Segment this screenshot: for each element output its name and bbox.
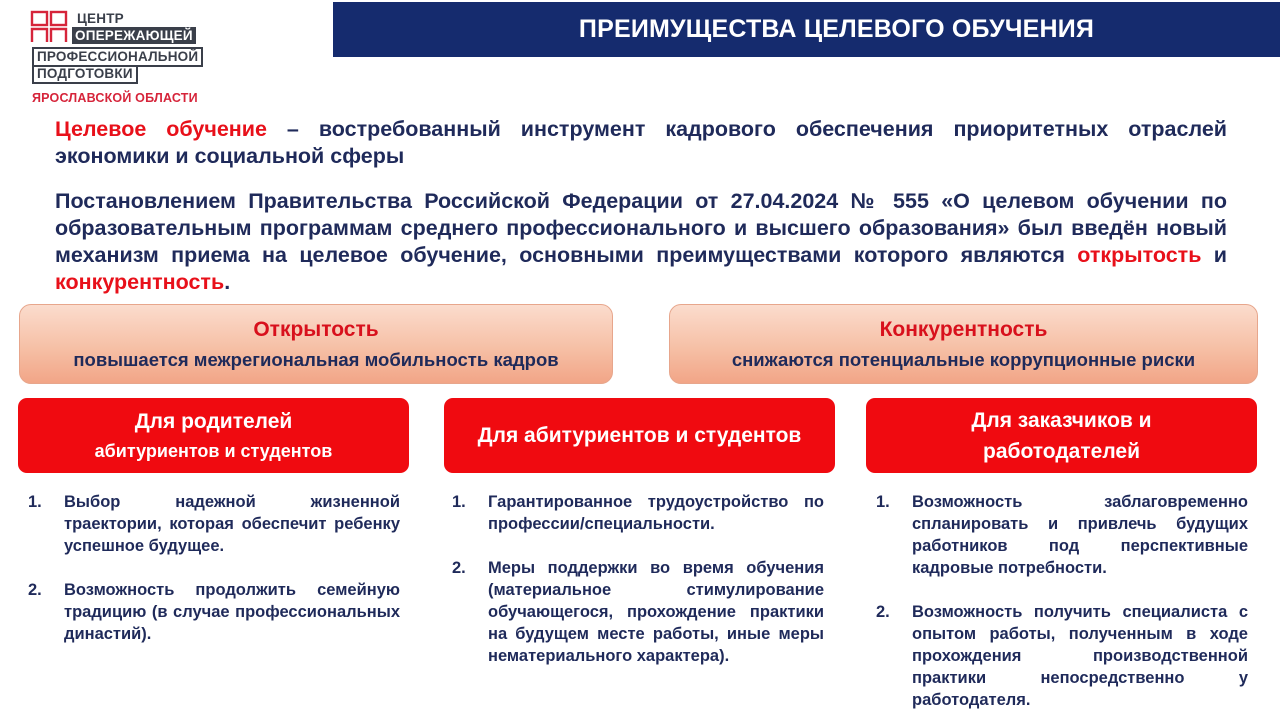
logo-text-line1: ЦЕНТР bbox=[77, 11, 124, 26]
list-item bbox=[28, 491, 400, 557]
list-applicants bbox=[452, 491, 824, 667]
logo-text-line3: ПРОФЕССИОНАЛЬНОЙ bbox=[32, 47, 203, 67]
list-item-number: 2. bbox=[452, 559, 466, 577]
list-item-text: Гарантированное трудоустройство по профессии/специальности. bbox=[488, 493, 824, 533]
column-heading-line1: Для заказчиков и bbox=[971, 408, 1152, 432]
intro-definition-text: – востребованный инструмент кадрового обеспечения приоритетных отраслей экономики и социальной сферы bbox=[55, 117, 1227, 168]
list-item-text: Выбор надежной жизненной траектории, которая обеспечит ребенку успешное будущее. bbox=[64, 493, 400, 555]
column-header-employers bbox=[866, 398, 1257, 473]
advantage-title: Открытость bbox=[253, 318, 379, 341]
logo-text-line4: ПОДГОТОВКИ bbox=[32, 66, 138, 84]
advantage-title: Конкурентность bbox=[879, 318, 1048, 341]
organization-logo bbox=[30, 8, 230, 108]
list-item-number: 1. bbox=[28, 493, 42, 511]
list-item-text: Возможность заблаговременно спланировать и привлечь будущих работников под перспективные кадровые потребности. bbox=[912, 493, 1248, 577]
column-header-parents bbox=[18, 398, 409, 473]
logo-text-region: ЯРОСЛАВСКОЙ ОБЛАСТИ bbox=[32, 91, 198, 105]
list-item-text: Возможность получить специалиста с опытом работы, полученным в ходе прохождения производственной практики непосредственно у работодателя. bbox=[912, 603, 1248, 709]
list-item bbox=[452, 491, 824, 535]
list-item bbox=[28, 579, 400, 645]
highlight-competitiveness: конкурентность bbox=[55, 270, 225, 294]
advantage-subtitle: снижаются потенциальные коррупционные риски bbox=[731, 349, 1196, 370]
column-subheading: абитуриентов и студентов bbox=[94, 441, 333, 461]
list-item-number: 1. bbox=[876, 493, 890, 511]
decree-conj: и bbox=[1201, 243, 1227, 267]
column-heading: Для родителей bbox=[134, 410, 293, 433]
advantage-box-openness bbox=[19, 304, 613, 384]
list-item-text: Возможность продолжить семейную традицию (в случае профессиональных династий). bbox=[64, 581, 400, 643]
list-item-number: 1. bbox=[452, 493, 466, 511]
column-heading: Для абитуриентов и студентов bbox=[477, 423, 802, 447]
list-item-text: Меры поддержки во время обучения (материальное стимулирование обучающегося, прохождение практики на будущем месте работы, иные меры нематериального характера). bbox=[488, 559, 824, 665]
advantage-box-competitiveness bbox=[669, 304, 1258, 384]
list-item-number: 2. bbox=[28, 581, 42, 599]
list-parents bbox=[28, 491, 400, 645]
list-item bbox=[876, 491, 1248, 579]
list-item-number: 2. bbox=[876, 603, 890, 621]
intro-decree bbox=[55, 188, 1227, 296]
column-heading-line2: работодателей bbox=[983, 439, 1140, 463]
logo-mark-icon bbox=[30, 10, 70, 44]
logo-text-line2: ОПЕРЕЖАЮЩЕЙ bbox=[72, 27, 196, 44]
highlight-openness: открытость bbox=[1077, 243, 1202, 267]
title-bar bbox=[333, 2, 1280, 57]
page-title: ПРЕИМУЩЕСТВА ЦЕЛЕВОГО ОБУЧЕНИЯ bbox=[578, 15, 1095, 43]
decree-end: . bbox=[224, 270, 231, 294]
list-item bbox=[452, 557, 824, 667]
intro-definition bbox=[55, 116, 1227, 170]
list-item bbox=[876, 601, 1248, 711]
list-employers bbox=[876, 491, 1248, 711]
advantage-subtitle: повышается межрегиональная мобильность кадров bbox=[73, 349, 559, 370]
decree-text: Постановлением Правительства Российской Федерации от 27.04.2024 № 555 «О целевом обучении по образовательным программам среднего профессионального и высшего образования» был введён новый механизм приема на целевое обучение, основными преимуществами которого являются bbox=[55, 189, 1227, 267]
intro-term: Целевое обучение bbox=[55, 117, 267, 141]
column-header-applicants bbox=[444, 398, 835, 473]
